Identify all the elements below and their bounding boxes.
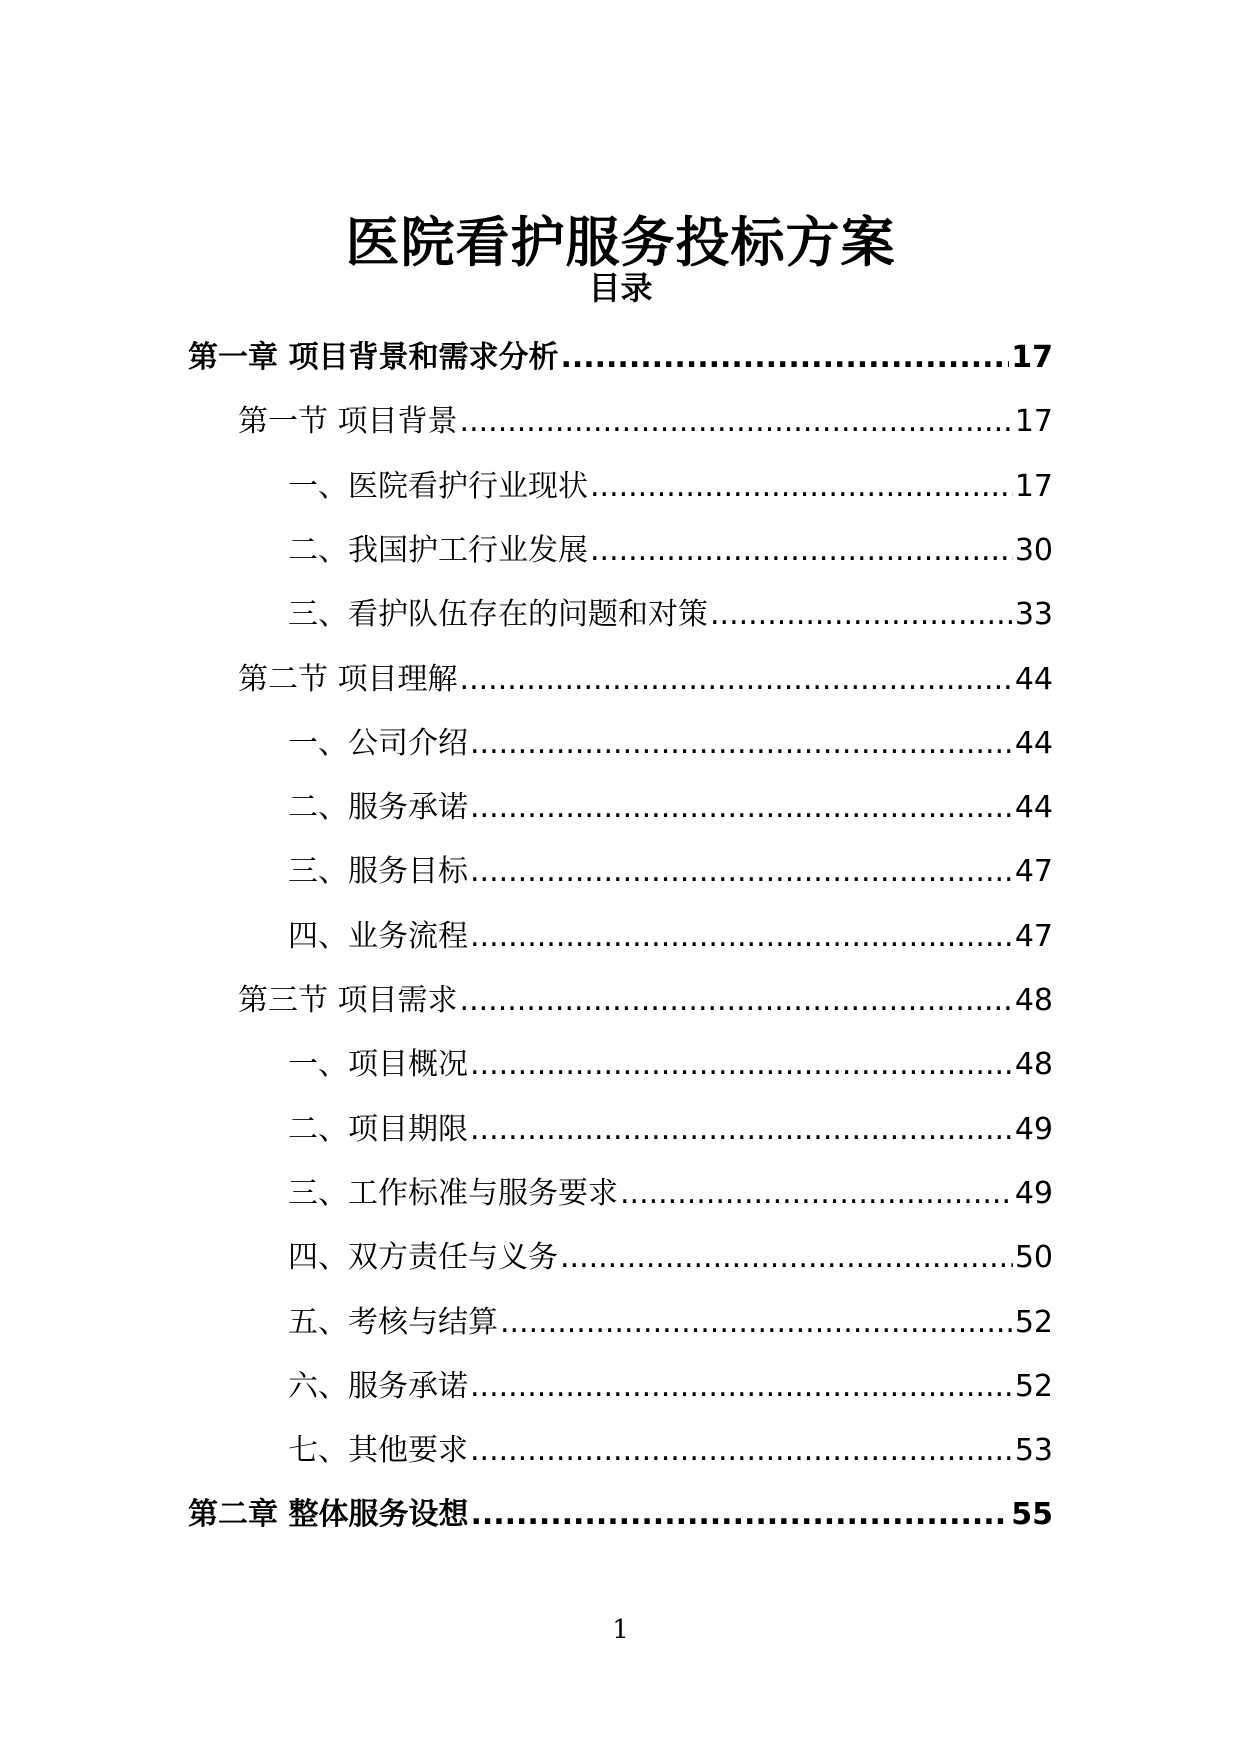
toc-entry-page: 48	[1014, 983, 1053, 1018]
toc-entry-label: 四、业务流程	[288, 918, 468, 954]
toc-entry-label: 第二章 整体服务设想	[188, 1497, 469, 1533]
toc-dot-leader	[470, 852, 1013, 892]
toc-entry-label: 第二节 项目理解	[238, 661, 458, 697]
toc-entry-page: 52	[1014, 1368, 1053, 1404]
toc-entry-item[interactable]	[288, 1423, 1053, 1471]
toc-entry-chapter[interactable]	[188, 1487, 1053, 1535]
toc-entry-label: 二、我国护工行业发展	[288, 532, 588, 568]
toc-dot-leader	[470, 917, 1013, 957]
toc-entry-item[interactable]	[288, 523, 1053, 571]
toc-entry-label: 一、医院看护行业现状	[288, 468, 588, 504]
toc-dot-leader	[470, 724, 1013, 764]
toc-entry-label: 一、项目概况	[288, 1047, 468, 1083]
toc-dot-leader	[470, 1495, 1009, 1535]
toc-entry-page: 47	[1014, 918, 1053, 954]
toc-dot-leader	[590, 467, 1013, 507]
toc-entry-page: 55	[1011, 1497, 1053, 1533]
toc-entry-page: 48	[1014, 1047, 1053, 1083]
toc-entry-item[interactable]	[288, 909, 1053, 957]
toc-entry-page: 44	[1014, 661, 1053, 697]
toc-entry-section[interactable]	[238, 652, 1053, 700]
toc-entry-label: 第一节 项目背景	[238, 404, 458, 440]
toc-entry-label: 一、公司介绍	[288, 725, 468, 761]
toc-dot-leader	[460, 660, 1013, 700]
toc-entry-label: 五、考核与结算	[288, 1304, 498, 1340]
toc-entry-item[interactable]	[288, 587, 1053, 635]
toc-entry-label: 第三节 项目需求	[238, 983, 458, 1018]
toc-heading: 目录	[588, 269, 653, 307]
toc-entry-page: 50	[1014, 1240, 1053, 1276]
toc-entry-label: 二、项目期限	[288, 1111, 468, 1147]
toc-entry-item[interactable]	[288, 1295, 1053, 1343]
toc-entry-item[interactable]	[288, 1037, 1053, 1085]
page-number: 1	[612, 1615, 629, 1645]
toc-dot-leader	[460, 981, 1013, 1021]
toc-entry-label: 三、工作标准与服务要求	[288, 1175, 618, 1211]
toc-entry-page: 17	[1011, 340, 1053, 375]
toc-entry-page: 53	[1014, 1433, 1053, 1469]
document-title: 医院看护服务投标方案	[345, 211, 896, 275]
toc-entry-label: 三、看护队伍存在的问题和对策	[288, 597, 708, 633]
toc-dot-leader	[470, 1110, 1013, 1150]
toc-dot-leader	[470, 1431, 1013, 1471]
toc-entry-page: 44	[1014, 790, 1053, 826]
toc-entry-item[interactable]	[288, 716, 1053, 764]
toc-dot-leader	[500, 1303, 1013, 1343]
toc-entry-item[interactable]	[288, 459, 1053, 507]
toc-entry-label: 六、服务承诺	[288, 1368, 468, 1404]
toc-entry-label: 二、服务承诺	[288, 790, 468, 826]
toc-entry-page: 17	[1014, 468, 1053, 504]
toc-entry-page: 30	[1014, 532, 1053, 568]
toc-entry-label: 三、服务目标	[288, 854, 468, 890]
toc-entry-item[interactable]	[288, 1166, 1053, 1214]
toc-dot-leader	[620, 1174, 1013, 1214]
toc-entry-item[interactable]	[288, 844, 1053, 892]
toc-dot-leader	[560, 338, 1009, 378]
toc-entry-page: 49	[1014, 1175, 1053, 1211]
toc-entry-section[interactable]	[238, 973, 1053, 1021]
toc-dot-leader	[590, 531, 1013, 571]
toc-dot-leader	[710, 595, 1013, 635]
toc-entry-item[interactable]	[288, 1230, 1053, 1278]
toc-entry-page: 49	[1014, 1111, 1053, 1147]
toc-entry-page: 33	[1014, 597, 1053, 633]
toc-entry-label: 七、其他要求	[288, 1433, 468, 1469]
toc-dot-leader	[560, 1238, 1013, 1278]
toc-entry-section[interactable]	[238, 394, 1053, 442]
toc-dot-leader	[470, 1045, 1013, 1085]
toc-entry-page: 17	[1014, 404, 1053, 440]
toc-entry-item[interactable]	[288, 1102, 1053, 1150]
toc-entry-label: 四、双方责任与义务	[288, 1240, 558, 1276]
toc-entry-page: 52	[1014, 1304, 1053, 1340]
toc-entry-item[interactable]	[288, 1359, 1053, 1407]
toc-entry-page: 44	[1014, 725, 1053, 761]
toc-dot-leader	[470, 788, 1013, 828]
toc-entry-page: 47	[1014, 854, 1053, 890]
toc-dot-leader	[460, 402, 1013, 442]
toc-entry-item[interactable]	[288, 780, 1053, 828]
toc-dot-leader	[470, 1367, 1013, 1407]
toc-entry-chapter[interactable]	[188, 330, 1053, 378]
toc-entry-label: 第一章 项目背景和需求分析	[188, 340, 559, 375]
